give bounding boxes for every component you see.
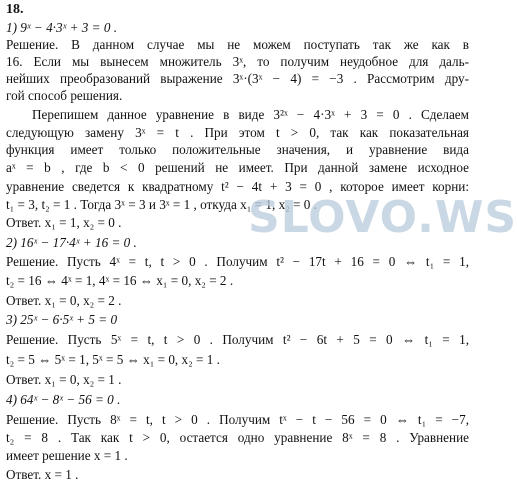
task-3-equation: 3) 25ˣ − 6·5ˣ + 5 = 0	[6, 312, 118, 327]
answer-line: Ответ. x₁ = 0, x₂ = 2 .	[6, 293, 122, 308]
paragraph-line: 16. Если мы вынесем множитель 3ˣ, то получим неудобное для даль-	[6, 54, 469, 69]
task-2-equation: 2) 16ˣ − 17·4ˣ + 16 = 0 .	[6, 235, 137, 250]
paragraph-line: Перепишем данное уравнение в виде 3²ˣ − 4·3ˣ + 3 = 0 . Сделаем	[32, 107, 469, 122]
paragraph-line: t₂ = 8 . Так как t > 0, остается одно уравнение 8ˣ = 8 . Уравнение	[6, 430, 469, 445]
paragraph-line: следующую замену 3ˣ = t . При этом t > 0, так как показательная	[6, 125, 469, 140]
task-4-equation: 4) 64ˣ − 8ˣ − 56 = 0 .	[6, 392, 121, 407]
paragraph-line: aˣ = b , где b < 0 решений не имеет. При данной замене исходное	[6, 160, 469, 175]
paragraph-line: уравнение сведется к квадратному t² − 4t + 3 = 0 , которое имеет корни:	[6, 179, 469, 194]
answer-line: Ответ. x₁ = 0, x₂ = 1 .	[6, 372, 122, 387]
paragraph-line: Решение. Пусть 4ˣ = t, t > 0 . Получим t² − 17t + 16 = 0 ⇔ t₁ = 1,	[6, 254, 469, 269]
paragraph-line: Решение. Пусть 8ˣ = t, t > 0 . Получим tˣ − t − 56 = 0 ⇔ t₁ = −7,	[6, 412, 469, 427]
paragraph-line: гой способ решения.	[6, 88, 123, 103]
paragraph-line: функция имеет только положительные значения, и уравнение вида	[6, 142, 469, 157]
answer-line: Ответ. x = 1 .	[6, 467, 79, 482]
problem-number: 18.	[6, 2, 24, 17]
paragraph-line: t₂ = 5 ⇔ 5ˣ = 1, 5ˣ = 5 ⇔ x₁ = 0, x₂ = 1 .	[6, 352, 220, 367]
paragraph-line: t₂ = 16 ⇔ 4ˣ = 1, 4ˣ = 16 ⇔ x₁ = 0, x₂ = 2 .	[6, 273, 234, 288]
paragraph-line: t₁ = 3, t₂ = 1 . Тогда 3ˣ = 3 и 3ˣ = 1 , откуда x₁ = 1, x₂ = 0 .	[6, 197, 317, 212]
paragraph-line: нейших преобразований выражение 3ˣ·(3ˣ − 4) = −3 . Рассмотрим дру-	[6, 71, 469, 86]
paragraph-line: Решение. Пусть 5ˣ = t, t > 0 . Получим t² − 6t + 5 = 0 ⇔ t₁ = 1,	[6, 332, 469, 347]
answer-line: Ответ. x₁ = 1, x₂ = 0 .	[6, 215, 122, 230]
paragraph-line: имеет решение x = 1 .	[6, 448, 128, 463]
watermark-logo: SLOVO.WS	[248, 192, 517, 243]
paragraph-line: Решение. В данном случае мы не можем поступать так же как в	[6, 37, 469, 52]
task-1-equation: 1) 9ˣ − 4·3ˣ + 3 = 0 .	[6, 20, 118, 35]
